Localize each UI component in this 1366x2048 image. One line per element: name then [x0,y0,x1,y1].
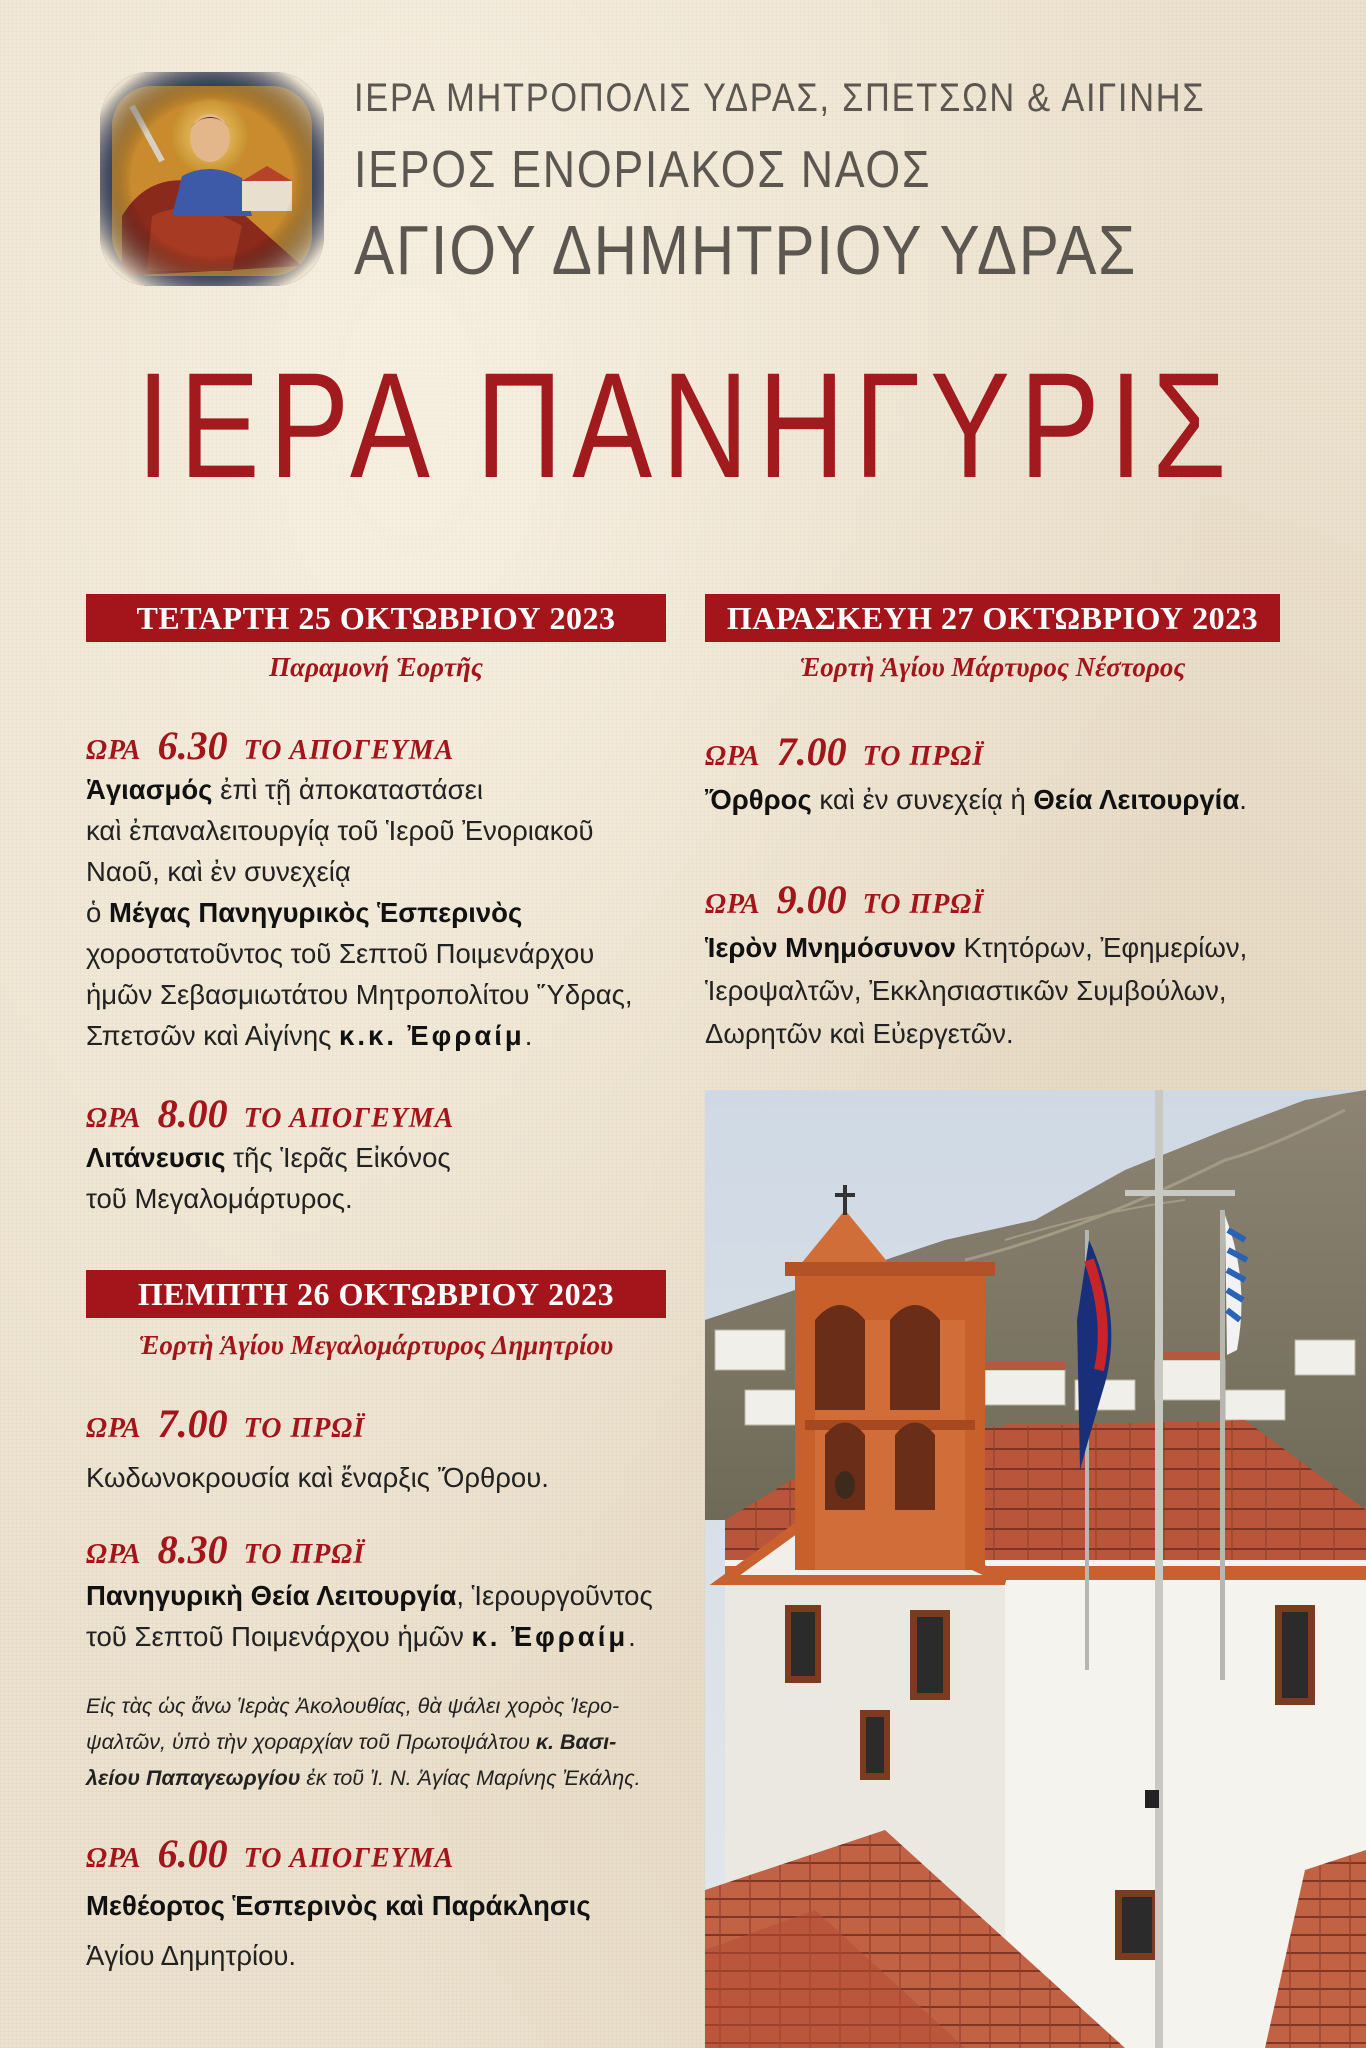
bold-text: κ.κ. Ἐφραίμ [339,1020,525,1051]
metropolis-heading: ΙΕΡΑ ΜΗΤΡΟΠΟΛΙΣ ΥΔΡΑΣ, ΣΠΕΤΣΩΝ & ΑΙΓΙΝΗΣ [354,76,1206,120]
text-line [86,774,483,806]
text-line [705,932,1247,964]
church-photo [705,1090,1366,2048]
time-suffix: ΤΟ ΑΠΟΓΕΥΜΑ [243,1843,455,1874]
choir-note-line: Εἰς τὰς ὡς ἄνω Ἱερὰς Ἀκολουθίας, θὰ ψάλει χορὸς Ἱερο- [86,1694,620,1718]
text-fragment: τῆς Ἱερᾶς Εἰκόνος [225,1142,451,1173]
time-prefix: ΩΡΑ [86,1413,142,1444]
time-value: 8.00 [157,1091,228,1136]
saint-icon-image [92,66,332,291]
bold-text: Ἱερὸν Μνημόσυνον [705,932,956,963]
time-heading [705,876,984,923]
text-fragment: Σπετσῶν καὶ Αἰγίνης [86,1020,340,1051]
time-heading [705,728,984,775]
day-subtitle-friday: Ἑορτὴ Ἁγίου Μάρτυρος Νέστορος [799,652,1186,682]
text-line: τοῦ Μεγαλομάρτυρος. [86,1183,353,1214]
day-subtitle-wednesday: Παραμονή Ἑορτῆς [269,652,483,682]
text-line: χοροστατοῦντος τοῦ Σεπτοῦ Ποιμενάρχου [86,938,595,969]
time-value: 7.00 [157,1401,228,1446]
text-fragment: Κτητόρων, Ἐφημερίων, [955,932,1248,963]
time-value: 8.30 [157,1527,228,1572]
time-suffix: ΤΟ ΠΡΩΪ [243,1413,366,1444]
text-line [86,1621,636,1653]
text-fragment: ψαλτῶν, ὑπὸ τὴν χοραρχίαν τοῦ Πρωτοψάλτου [86,1730,536,1754]
text-line: Δωρητῶν καὶ Εὐεργετῶν. [705,1018,1014,1049]
text-line [86,1142,451,1174]
time-value: 6.00 [157,1831,228,1876]
time-value: 7.00 [776,729,847,774]
time-prefix: ΩΡΑ [86,1843,142,1874]
time-value: 9.00 [776,877,847,922]
time-suffix: ΤΟ ΠΡΩΪ [862,889,985,920]
time-suffix: ΤΟ ΠΡΩΪ [243,1539,366,1570]
day-subtitle-thursday: Ἑορτὴ Ἁγίου Μεγαλομάρτυρος Δημητρίου [138,1330,614,1360]
text-line [705,784,1247,816]
time-heading [86,1526,365,1573]
bold-text: Ἁγιασμός [86,774,213,805]
time-prefix: ΩΡΑ [86,1539,142,1570]
time-suffix: ΤΟ ΑΠΟΓΕΥΜΑ [243,735,455,766]
time-suffix: ΤΟ ΑΠΟΓΕΥΜΑ [243,1103,455,1134]
text-fragment: ὁ [86,897,109,928]
bold-text: κ. Βασι- [535,1730,617,1754]
text-line [86,1580,653,1612]
text-line: Κωδωνοκρουσία καὶ ἔναρξις Ὄρθρου. [86,1462,549,1493]
day-banner-friday: ΠΑΡΑΣΚΕΥΗ 27 ΟΚΤΩΒΡΙΟΥ 2023 [705,594,1280,642]
time-prefix: ΩΡΑ [705,741,761,772]
church-name-heading: ΑΓΙΟΥ ΔΗΜΗΤΡΙΟΥ ΥΔΡΑΣ [354,211,1138,289]
text-fragment: . [628,1621,636,1652]
time-heading [86,722,454,769]
text-line: Ἱεροψαλτῶν, Ἐκκλησιαστικῶν Συμβούλων, [705,975,1227,1006]
bold-text: Θεία Λειτουργία [1033,784,1240,815]
text-fragment: ἐκ τοῦ Ἰ. Ν. Ἁγίας Μαρίνης Ἐκάλης. [300,1766,641,1790]
time-heading [86,1090,454,1137]
choir-note-line [86,1766,641,1791]
text-fragment: ἐπὶ τῇ ἀποκαταστάσει [212,774,484,805]
parish-church-heading: ΙΕΡΟΣ ΕΝΟΡΙΑΚΟΣ ΝΑΟΣ [354,141,932,199]
page-title: ΙΕΡΑ ΠΑΝΗΓΥΡΙΣ [136,341,1236,509]
bold-text: Μεθέορτος Ἑσπερινὸς καὶ Παράκλησις [86,1890,591,1921]
bold-text: Πανηγυρικὴ Θεία Λειτουργία [86,1580,457,1611]
text-fragment: τοῦ Σεπτοῦ Ποιμενάρχου ἡμῶν [86,1621,472,1652]
time-prefix: ΩΡΑ [86,735,142,766]
text-fragment: . [524,1020,533,1051]
day-banner-wednesday: ΤΕΤΑΡΤΗ 25 ΟΚΤΩΒΡΙΟΥ 2023 [86,594,666,642]
text-fragment: καὶ ἐν συνεχείᾳ ἡ [811,784,1034,815]
text-line [86,1020,532,1052]
bold-text: Μέγας Πανηγυρικὸς Ἑσπερινὸς [108,897,523,928]
time-heading [86,1830,454,1877]
text-line: Ναοῦ, καὶ ἐν συνεχείᾳ [86,856,351,887]
bold-text: κ. Ἐφραίμ [471,1621,629,1652]
text-line: Ἁγίου Δημητρίου. [86,1940,297,1971]
choir-note-line [86,1730,616,1755]
bold-text: λείου Παπαγεωργίου [86,1766,301,1790]
time-prefix: ΩΡΑ [705,889,761,920]
time-prefix: ΩΡΑ [86,1103,142,1134]
text-fragment: . [1239,784,1247,815]
text-fragment: , Ἱερουργοῦντος [456,1580,653,1611]
bold-text: Ὄρθρος [705,784,812,815]
text-line [86,1890,591,1922]
time-heading [86,1400,365,1447]
time-suffix: ΤΟ ΠΡΩΪ [862,741,985,772]
text-line: ἡμῶν Σεβασμιωτάτου Μητροπολίτου Ὕδρας, [86,979,633,1010]
day-banner-thursday: ΠΕΜΠΤΗ 26 ΟΚΤΩΒΡΙΟΥ 2023 [86,1270,666,1318]
text-line [86,897,522,929]
time-value: 6.30 [157,723,228,768]
bold-text: Λιτάνευσις [86,1142,226,1173]
text-line: καὶ ἐπαναλειτουργίᾳ τοῦ Ἱεροῦ Ἐνοριακοῦ [86,815,594,846]
